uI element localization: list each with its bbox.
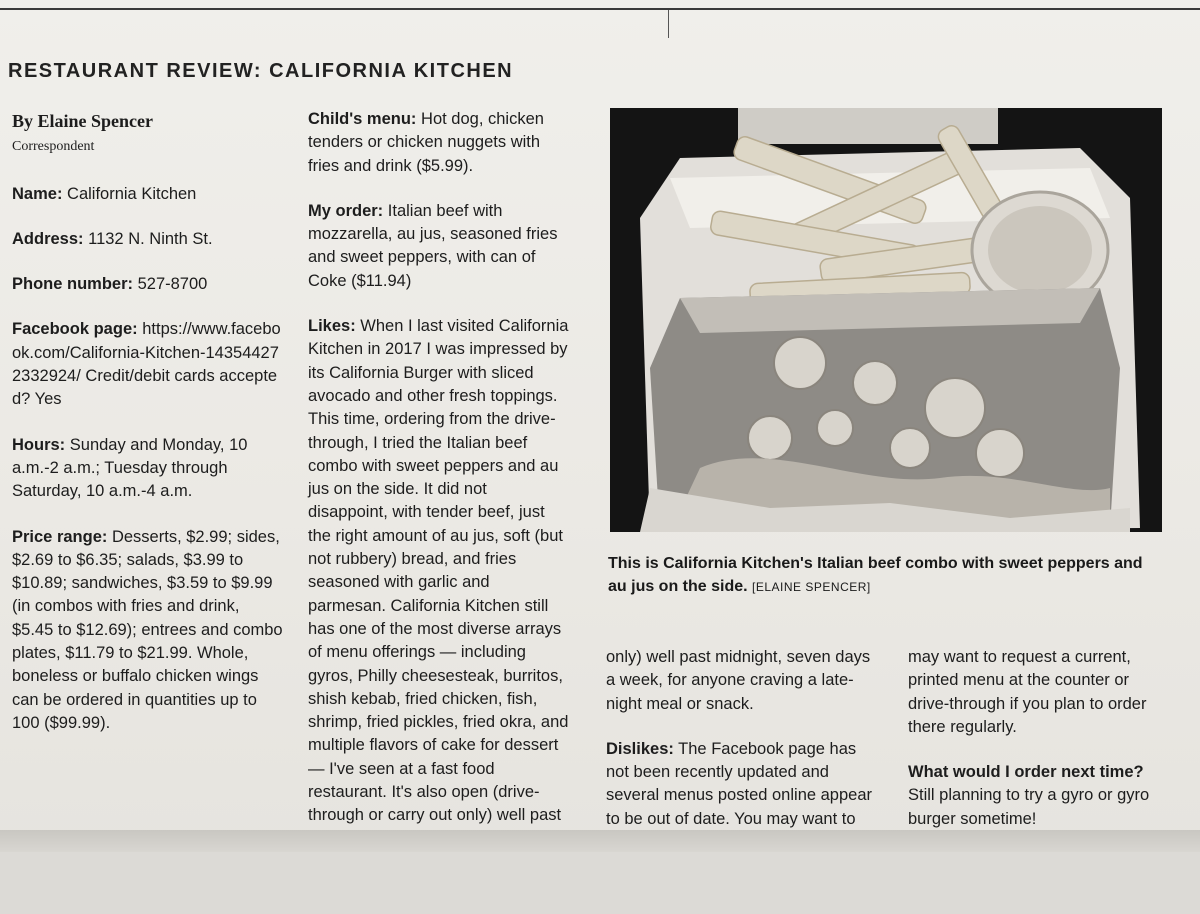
order-field: My order: Italian beef with mozzarella, au jus, seasoned fries and sweet peppers, with can of Coke ($11.94) xyxy=(308,201,558,290)
page-fold-edge xyxy=(0,830,1200,852)
photo-caption: This is California Kitchen's Italian beef combo with sweet peppers and au jus on the side. [ELAINE SPENCER] xyxy=(608,555,1143,595)
column-1 xyxy=(12,110,284,757)
likes-continued: only) well past midnight, seven days a week, for anyone craving a late-night meal or snack. xyxy=(606,648,871,713)
byline: By Elaine Spencer xyxy=(12,111,154,131)
name-field: Name: California Kitchen xyxy=(12,184,197,203)
dislikes-field: Dislikes: The Facebook page has not been recently updated and several menus posted online appear to be out of date. You may want to xyxy=(606,739,873,828)
facebook-field: Facebook page: https://www.facebook.com/California-Kitchen-143544272332924/ Credit/debit cards accepted? Yes xyxy=(12,320,281,409)
top-rule xyxy=(0,8,1200,10)
food-photo-image xyxy=(610,108,1162,532)
phone-field: Phone number: 527-8700 xyxy=(12,275,208,294)
food-photo xyxy=(610,108,1162,532)
childs-menu-field: Child's menu: Hot dog, chicken tenders or chicken nuggets with fries and drink ($5.99). xyxy=(308,110,544,175)
table-surface xyxy=(0,852,1200,914)
photo-credit: [ELAINE SPENCER] xyxy=(752,580,871,594)
next-time-field: What would I order next time? Still planning to try a gyro or gyro burger sometime! xyxy=(908,763,1150,828)
column-4 xyxy=(908,646,1168,853)
column-2 xyxy=(308,108,570,877)
byline-role: Correspondent xyxy=(12,139,95,155)
column-3 xyxy=(606,646,878,852)
column-divider xyxy=(668,10,669,38)
price-field: Price range: Desserts, $2.99; sides, $2.69 to $6.35; salads, $3.99 to $10.89; sandwiches, $3.59 to $9.99 (in combos with fries and drink, $5.45 to $12.69); entrees and combo plates, $11.79 to $21.99. Whole, boneless or buffalo chicken wings can be ordered in quantities up to 100 ($99.99). xyxy=(12,527,283,732)
headline: RESTAURANT REVIEW: CALIFORNIA KITCHEN xyxy=(8,60,514,82)
hours-field: Hours: Sunday and Monday, 10 a.m.-2 a.m.; Tuesday through Saturday, 10 a.m.-4 a.m. xyxy=(12,435,248,501)
address-field: Address: 1132 N. Ninth St. xyxy=(12,229,213,248)
dislikes-continued: may want to request a current, printed menu at the counter or drive-through if you plan to order there regularly. xyxy=(908,648,1147,736)
likes-field: Likes: When I last visited California Kitchen in 2017 I was impressed by its California Burger with sliced avocado and other fresh toppings. This time, ordering from the drive-through, I tried the Italian beef combo with sweet peppers and au jus on the side. It did not disappoint, with tender beef, just the right amount of au jus, soft (but not rubbery) bread, and fries seasoned with garlic and parmesan. California Kitchen still has one of the most diverse arrays of menu offerings — including gyros, Philly cheesesteak, burritos, shish kebab, fried chicken, fish, shrimp, fried pickles, fried okra, and multiple flavors of cake for dessert — I've seen at a fast food restaurant. It's also open (drive-through or carry out only) well past xyxy=(308,317,569,825)
